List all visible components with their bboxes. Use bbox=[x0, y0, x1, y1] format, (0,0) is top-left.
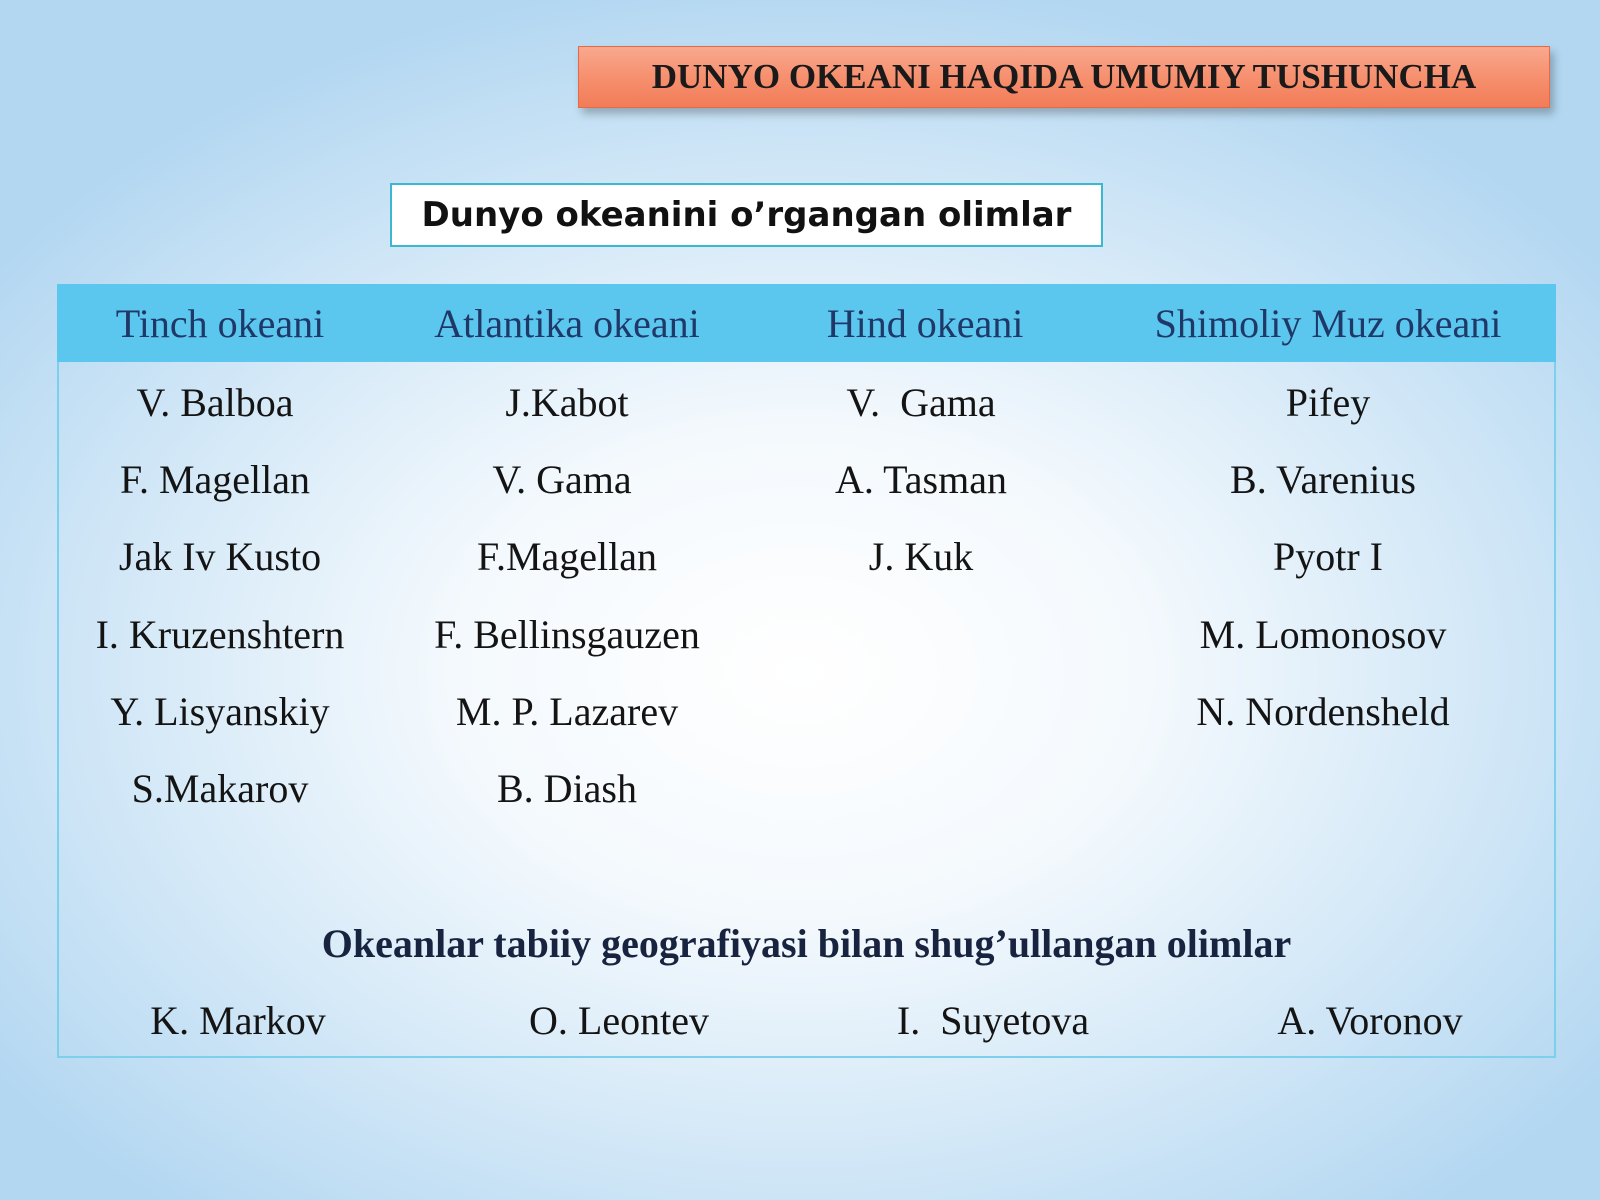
scientist-cell: J. Kuk bbox=[868, 533, 974, 579]
section-title: Dunyo okeanini o’rgangan olimlar bbox=[390, 183, 1103, 247]
scientist-cell: M. Lomonosov bbox=[1199, 611, 1447, 657]
scientist-cell: N. Nordensheld bbox=[1196, 688, 1450, 734]
column-header-tinch: Tinch okeani bbox=[115, 300, 325, 346]
column-header-atlantika: Atlantika okeani bbox=[434, 300, 700, 346]
scientist-cell: Pifey bbox=[1285, 379, 1371, 425]
scientist-cell: A. Tasman bbox=[835, 456, 1007, 502]
scientist-cell: J.Kabot bbox=[505, 379, 629, 425]
scientist-cell: V. Balboa bbox=[136, 379, 294, 425]
bottom-scientist: I. Suyetova bbox=[896, 997, 1090, 1043]
bottom-heading: Okeanlar tabiiy geografiyasi bilan shug’ullangan olimlar bbox=[321, 920, 1292, 966]
slide-title: DUNYO OKEANI HAQIDA UMUMIY TUSHUNCHA bbox=[578, 46, 1550, 108]
scientist-cell: I. Kruzenshtern bbox=[95, 611, 345, 657]
scientist-cell: S.Makarov bbox=[131, 765, 309, 811]
column-header-hind: Hind okeani bbox=[826, 300, 1024, 346]
scientist-cell: V. Gama bbox=[846, 379, 996, 425]
bottom-scientist: K. Markov bbox=[150, 997, 326, 1043]
bottom-scientist: O. Leontev bbox=[529, 997, 709, 1043]
scientist-cell: Pyotr I bbox=[1273, 533, 1383, 579]
column-header-shimoliy: Shimoliy Muz okeani bbox=[1154, 300, 1502, 346]
scientist-cell: F. Magellan bbox=[119, 456, 311, 502]
scientist-cell: M. P. Lazarev bbox=[455, 688, 679, 734]
scientist-cell: Y. Lisyanskiy bbox=[110, 688, 330, 734]
scientist-cell: V. Gama bbox=[492, 456, 632, 502]
scientist-cell: B. Varenius bbox=[1230, 456, 1416, 502]
bottom-scientist: A. Voronov bbox=[1277, 997, 1463, 1043]
scientist-cell: F.Magellan bbox=[476, 533, 658, 579]
scientist-cell: Jak Iv Kusto bbox=[118, 533, 322, 579]
scientist-cell: F. Bellinsgauzen bbox=[434, 611, 700, 657]
scientist-cell: B. Diash bbox=[497, 765, 637, 811]
